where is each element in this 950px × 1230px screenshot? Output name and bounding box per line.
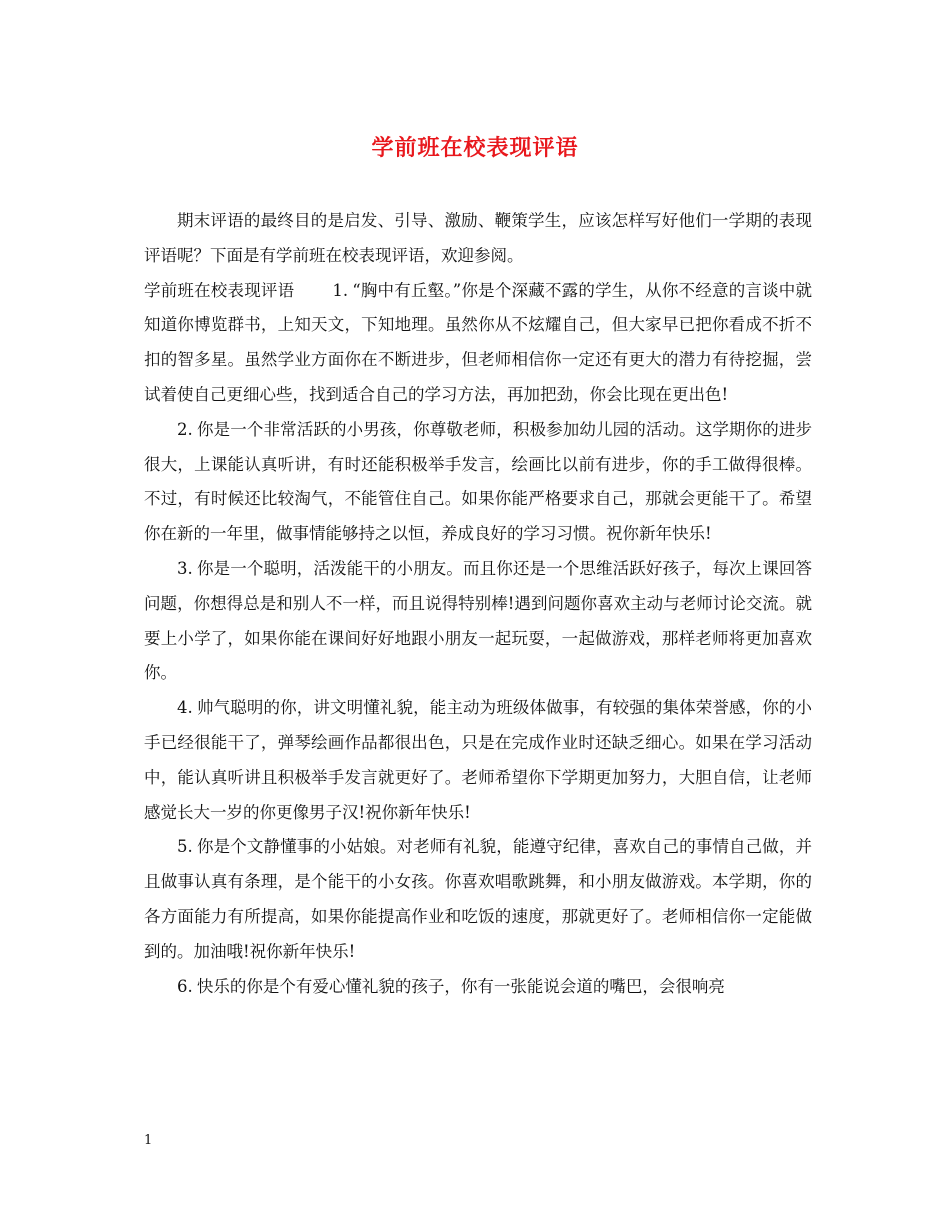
page-number: 1 bbox=[144, 1133, 153, 1148]
comment-text: 快乐的你是个有爱心懂礼貌的孩子，你有一张能说会道的嘴巴，会很响亮 bbox=[196, 976, 725, 996]
comment-paragraph-1 bbox=[144, 274, 812, 413]
comment-number: 3. bbox=[177, 558, 193, 578]
intro-paragraph: 期末评语的最终目的是启发、引导、激励、鞭策学生，应该怎样写好他们一学期的表现评语呢？下面是有学前班在校表现评语，欢迎参阅。 bbox=[144, 211, 812, 265]
document-body bbox=[144, 204, 812, 1004]
comment-paragraph-5 bbox=[144, 830, 812, 969]
document-title: 学前班在校表现评语 bbox=[371, 135, 579, 161]
comment-number: 1. bbox=[332, 280, 349, 300]
comment-number: 4. bbox=[177, 698, 193, 718]
comment-text: 帅气聪明的你，讲文明懂礼貌，能主动为班级体做事，有较强的集体荣誉感，你的小手已经很能干了，弹琴绘画作品都很出色，只是在完成作业时还缺乏细心。如果在学习活动中，能认真听讲且积极举手发言就更好了。老师希望你下学期更加努力，大胆自信，让老师感觉长大一岁的你更像男子汉!祝你新年快乐! bbox=[144, 698, 812, 822]
comment-text: 你是一个非常活跃的小男孩，你尊敬老师，积极参加幼儿园的活动。这学期你的进步很大，上课能认真听讲，有时还能积极举手发言，绘画比以前有进步，你的手工做得很棒。不过，有时候还比较淘气，不能管住自己。如果你能严格要求自己，那就会更能干了。希望你在新的一年里，做事情能够持之以恒，养成良好的学习习惯。祝你新年快乐! bbox=[144, 419, 812, 544]
comment-number: 5. bbox=[177, 837, 193, 857]
comment-paragraph-3 bbox=[144, 552, 812, 691]
comment-number: 6. bbox=[177, 976, 193, 996]
comment-number: 2. bbox=[177, 419, 193, 439]
comment-text: “胸中有丘壑。”你是个深藏不露的学生，从你不经意的言谈中就知道你博览群书，上知天文，下知地理。虽然你从不炫耀自己，但大家早已把你看成不折不扣的智多星。虽然学业方面你在不断进步，但老师相信你一定还有更大的潜力有待挖掘，尝试着使自己更细心些，找到适合自己的学习方法，再加把劲，你会比现在更出色! bbox=[144, 280, 812, 404]
comment-paragraph-6 bbox=[144, 970, 812, 1005]
section-label: 学前班在校表现评语 bbox=[144, 280, 295, 300]
comment-paragraph-4 bbox=[144, 691, 812, 830]
comment-text: 你是个文静懂事的小姑娘。对老师有礼貌，能遵守纪律，喜欢自己的事情自己做，并且做事认真有条理，是个能干的小女孩。你喜欢唱歌跳舞，和小朋友做游戏。本学期，你的各方面能力有所提高，如果你能提高作业和吃饭的速度，那就更好了。老师相信你一定能做到的。加油哦!祝你新年快乐! bbox=[144, 837, 812, 961]
comment-text: 你是一个聪明，活泼能干的小朋友。而且你还是一个思维活跃好孩子，每次上课回答问题，你想得总是和别人不一样，而且说得特别棒!遇到问题你喜欢主动与老师讨论交流。就要上小学了，如果你能在课间好好地跟小朋友一起玩耍，一起做游戏，那样老师将更加喜欢你。 bbox=[144, 558, 812, 683]
comment-paragraph-2 bbox=[144, 413, 812, 552]
